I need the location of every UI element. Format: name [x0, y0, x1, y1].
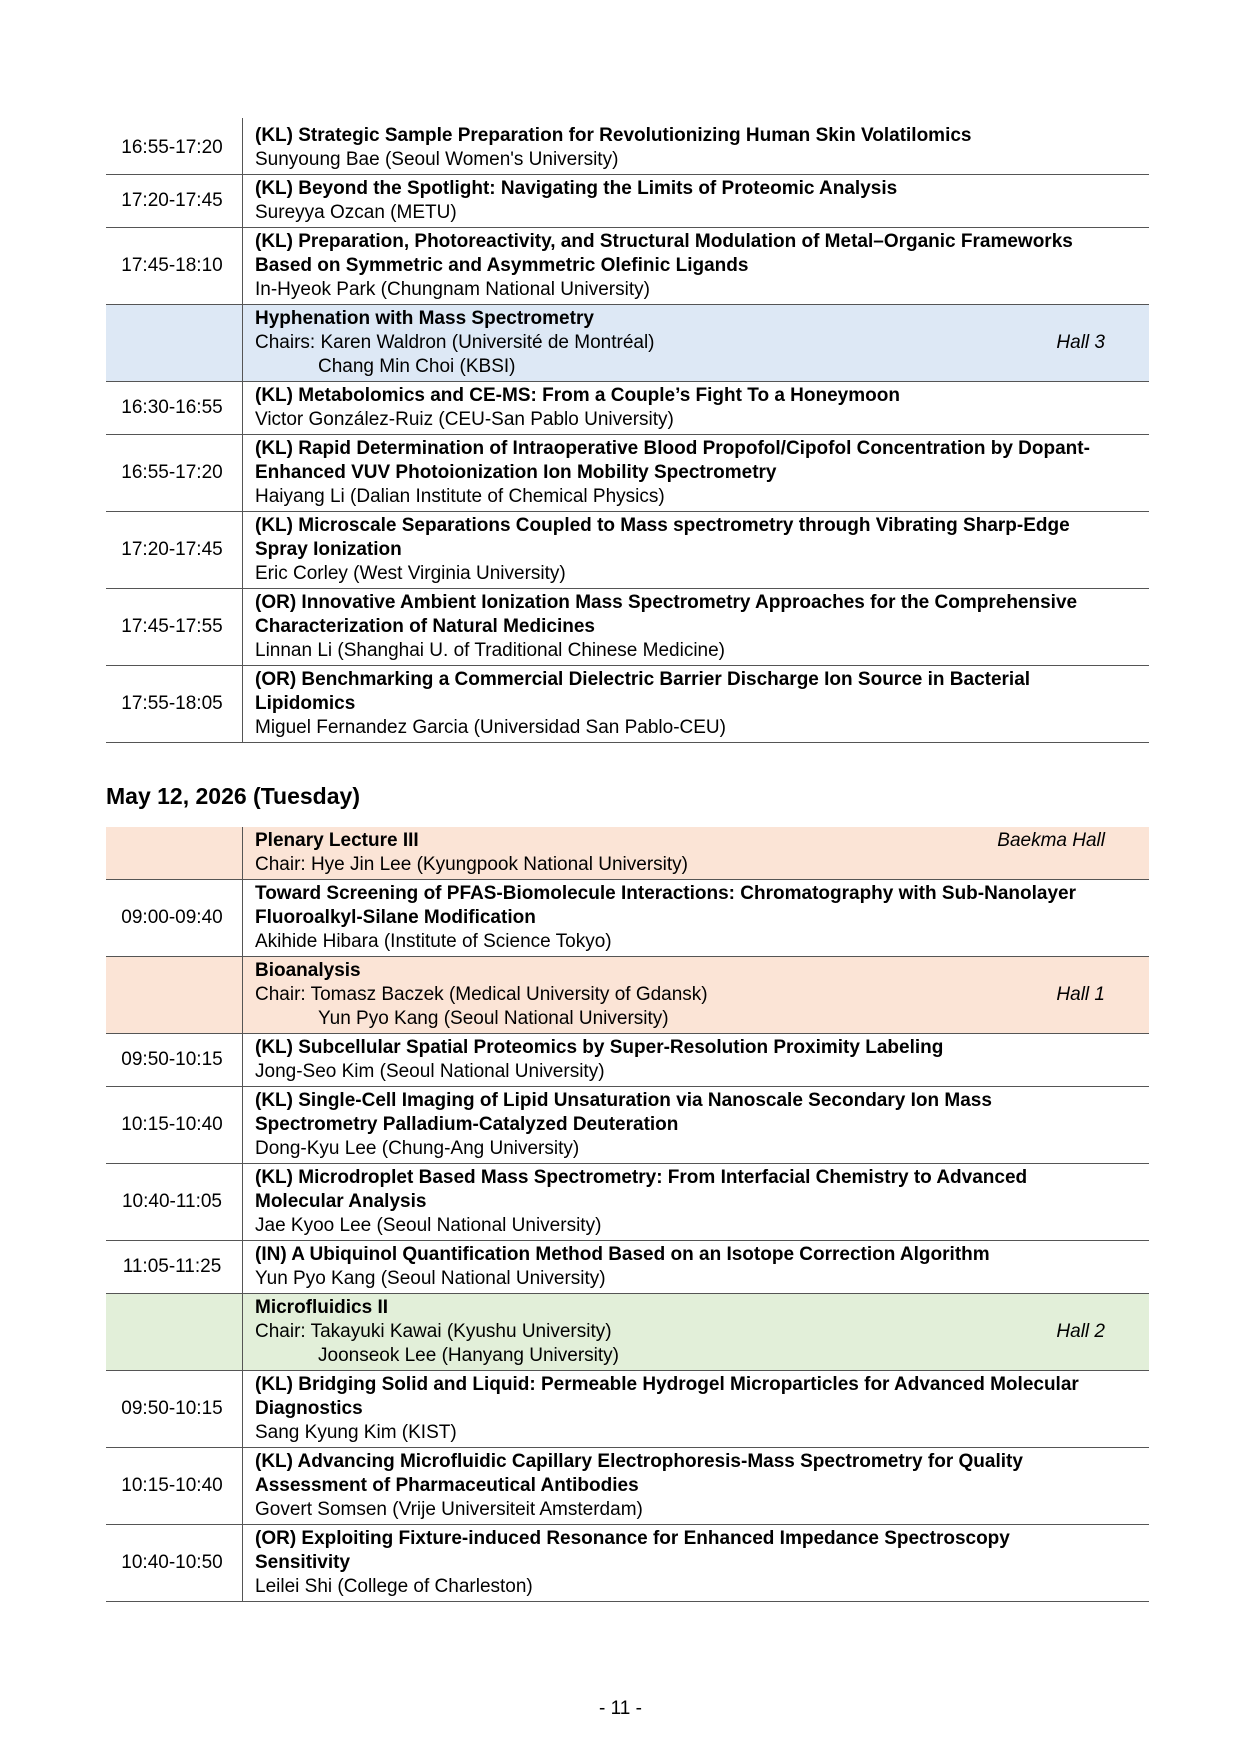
talk-title: (KL) Beyond the Spotlight: Navigating the Limits of Proteomic Analysis [255, 178, 898, 199]
session-title-line [255, 829, 1105, 853]
talk-time: 16:55-17:20 [106, 435, 243, 512]
talk-title: (KL) Metabolomics and CE-MS: From a Couple’s Fight To a Honeymoon [255, 385, 900, 406]
talk-content [243, 1448, 1150, 1525]
session-hall: Hall 3 [1056, 332, 1105, 353]
talk-content [243, 512, 1150, 589]
talk-speaker: Sureyya Ozcan (METU) [255, 202, 457, 223]
talk-row [106, 1164, 1149, 1241]
session-chair-line [255, 1320, 1105, 1344]
talk-row [106, 1448, 1149, 1525]
session-time-cell [106, 827, 243, 880]
session-hall: Hall 1 [1056, 984, 1105, 1005]
talk-speaker: Leilei Shi (College of Charleston) [255, 1576, 533, 1597]
talk-content [243, 1087, 1150, 1164]
talk-title: (OR) Innovative Ambient Ionization Mass Spectrometry Approaches for the Comprehensive Characterization of Natural Medicines [255, 592, 1078, 637]
session-cochair: Chang Min Choi (KBSI) [318, 356, 516, 377]
talk-row [106, 1087, 1149, 1164]
talk-title: (KL) Strategic Sample Preparation for Revolutionizing Human Skin Volatilomics [255, 125, 972, 146]
talk-content [243, 666, 1150, 743]
talk-content [243, 1371, 1150, 1448]
talk-content [243, 175, 1150, 228]
talk-speaker: Miguel Fernandez Garcia (Universidad San Pablo-CEU) [255, 717, 726, 738]
session-chair-line [255, 331, 1105, 355]
talk-title: Toward Screening of PFAS-Biomolecule Interactions: Chromatography with Sub-Nanolayer Fluoroalkyl-Silane Modification [255, 883, 1076, 928]
talk-time: 17:45-17:55 [106, 589, 243, 666]
session-header-row [106, 1294, 1149, 1371]
session-time-cell [106, 1294, 243, 1371]
session-content [243, 827, 1150, 880]
talk-title: (KL) Microscale Separations Coupled to Mass spectrometry through Vibrating Sharp-Edge Spray Ionization [255, 515, 1070, 560]
talk-speaker: Jae Kyoo Lee (Seoul National University) [255, 1215, 602, 1236]
talk-time: 10:40-10:50 [106, 1525, 243, 1602]
schedule-table-day2 [106, 827, 1149, 1602]
talk-content [243, 1034, 1150, 1087]
talk-row [106, 1241, 1149, 1294]
session-title: Bioanalysis [255, 960, 361, 981]
talk-row [106, 118, 1149, 175]
talk-speaker: Victor González-Ruiz (CEU-San Pablo University) [255, 409, 674, 430]
talk-title: (OR) Benchmarking a Commercial Dielectric Barrier Discharge Ion Source in Bacterial Lipidomics [255, 669, 1031, 714]
session-chair: Chair: Hye Jin Lee (Kyungpook National University) [255, 854, 688, 875]
talk-speaker: Eric Corley (West Virginia University) [255, 563, 566, 584]
talk-speaker: Sang Kyung Kim (KIST) [255, 1422, 457, 1443]
session-cochair: Yun Pyo Kang (Seoul National University) [318, 1008, 669, 1029]
session-time-cell [106, 305, 243, 382]
session-header-row [106, 957, 1149, 1034]
talk-speaker: Haiyang Li (Dalian Institute of Chemical Physics) [255, 486, 665, 507]
talk-content [243, 1525, 1150, 1602]
session-content [243, 305, 1150, 382]
talk-speaker: Govert Somsen (Vrije Universiteit Amsterdam) [255, 1499, 643, 1520]
session-title: Microfluidics II [255, 1297, 389, 1318]
talk-row [106, 512, 1149, 589]
session-title: Plenary Lecture III [255, 830, 419, 851]
talk-row [106, 435, 1149, 512]
session-hall: Baekma Hall [997, 830, 1105, 851]
session-header-row [106, 305, 1149, 382]
talk-title: (KL) Single-Cell Imaging of Lipid Unsaturation via Nanoscale Secondary Ion Mass Spectrometry Palladium-Catalyzed Deuteration [255, 1090, 992, 1135]
talk-speaker: Linnan Li (Shanghai U. of Traditional Chinese Medicine) [255, 640, 725, 661]
session-chair: Chair: Takayuki Kawai (Kyushu University) [255, 1321, 612, 1342]
talk-time: 17:45-18:10 [106, 228, 243, 305]
session-cochair: Joonseok Lee (Hanyang University) [318, 1345, 619, 1366]
session-chair: Chair: Tomasz Baczek (Medical University of Gdansk) [255, 984, 708, 1005]
talk-row [106, 175, 1149, 228]
talk-content [243, 589, 1150, 666]
talk-title: (KL) Preparation, Photoreactivity, and Structural Modulation of Metal–Organic Frameworks Based on Symmetric and Asymmetric Olefinic Ligands [255, 231, 1073, 276]
program-page [106, 118, 1149, 1602]
talk-time: 17:20-17:45 [106, 512, 243, 589]
talk-title: (IN) A Ubiquinol Quantification Method Based on an Isotope Correction Algorithm [255, 1244, 990, 1265]
talk-time: 17:55-18:05 [106, 666, 243, 743]
page-number: - 11 - [599, 1698, 642, 1719]
talk-time: 16:55-17:20 [106, 118, 243, 175]
talk-row [106, 1371, 1149, 1448]
talk-time: 10:15-10:40 [106, 1448, 243, 1525]
session-title: Hyphenation with Mass Spectrometry [255, 308, 594, 329]
session-time-cell [106, 957, 243, 1034]
talk-row [106, 228, 1149, 305]
talk-title: (KL) Microdroplet Based Mass Spectrometry: From Interfacial Chemistry to Advanced Molecular Analysis [255, 1167, 1028, 1212]
talk-title: (KL) Bridging Solid and Liquid: Permeable Hydrogel Microparticles for Advanced Molecular Diagnostics [255, 1374, 1079, 1419]
talk-content [243, 118, 1150, 175]
talk-speaker: Sunyoung Bae (Seoul Women's University) [255, 149, 619, 170]
talk-row [106, 666, 1149, 743]
talk-speaker: Yun Pyo Kang (Seoul National University) [255, 1268, 606, 1289]
talk-content [243, 880, 1150, 957]
talk-row [106, 589, 1149, 666]
session-chair: Chairs: Karen Waldron (Université de Montréal) [255, 332, 655, 353]
talk-row [106, 1525, 1149, 1602]
talk-content [243, 1241, 1150, 1294]
talk-speaker: In-Hyeok Park (Chungnam National University) [255, 279, 650, 300]
talk-speaker: Akihide Hibara (Institute of Science Tokyo) [255, 931, 612, 952]
talk-time: 09:50-10:15 [106, 1034, 243, 1087]
session-hall: Hall 2 [1056, 1321, 1105, 1342]
talk-time: 10:15-10:40 [106, 1087, 243, 1164]
talk-time: 16:30-16:55 [106, 382, 243, 435]
talk-row [106, 382, 1149, 435]
talk-row [106, 880, 1149, 957]
talk-title: (OR) Exploiting Fixture-induced Resonance for Enhanced Impedance Spectroscopy Sensitivity [255, 1528, 1010, 1573]
talk-time: 17:20-17:45 [106, 175, 243, 228]
session-header-row [106, 827, 1149, 880]
talk-speaker: Jong-Seo Kim (Seoul National University) [255, 1061, 605, 1082]
talk-title: (KL) Rapid Determination of Intraoperative Blood Propofol/Cipofol Concentration by Dopant-Enhanced VUV Photoionization Ion Mobility Spectrometry [255, 438, 1090, 483]
talk-speaker: Dong-Kyu Lee (Chung-Ang University) [255, 1138, 580, 1159]
talk-title: (KL) Subcellular Spatial Proteomics by Super-Resolution Proximity Labeling [255, 1037, 944, 1058]
day-heading: May 12, 2026 (Tuesday) [106, 783, 360, 809]
talk-row [106, 1034, 1149, 1087]
talk-time: 09:00-09:40 [106, 880, 243, 957]
talk-time: 09:50-10:15 [106, 1371, 243, 1448]
talk-content [243, 435, 1150, 512]
talk-title: (KL) Advancing Microfluidic Capillary Electrophoresis-Mass Spectrometry for Quality Assessment of Pharmaceutical Antibodies [255, 1451, 1023, 1496]
schedule-table-day1 [106, 118, 1149, 743]
talk-time: 10:40-11:05 [106, 1164, 243, 1241]
talk-content [243, 382, 1150, 435]
session-content [243, 1294, 1150, 1371]
talk-content [243, 228, 1150, 305]
talk-time: 11:05-11:25 [106, 1241, 243, 1294]
session-content [243, 957, 1150, 1034]
talk-content [243, 1164, 1150, 1241]
session-chair-line [255, 983, 1105, 1007]
